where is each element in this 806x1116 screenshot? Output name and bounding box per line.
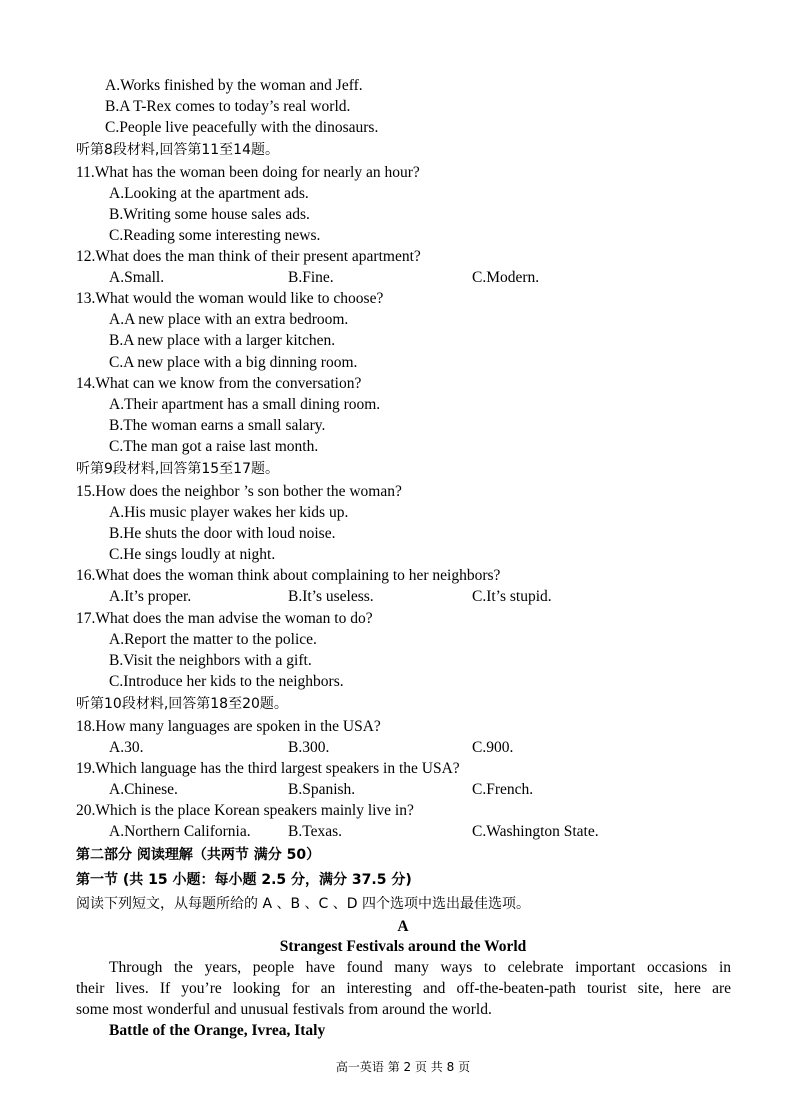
- question-19: 19.Which language has the third largest speakers in the USA?: [76, 760, 460, 777]
- options-row: [0, 780, 806, 800]
- option-c-text: C.It’s stupid.: [472, 588, 552, 605]
- option-c-text: C.The man got a raise last month.: [109, 438, 319, 455]
- question-20: 20.Which is the place Korean speakers mainly live in?: [76, 802, 414, 819]
- passage-text: Through the years, people have found many ways to celebrate important occasions in: [109, 959, 731, 976]
- question-12: 12.What does the man think of their present apartment?: [76, 248, 421, 265]
- option-c-text: C.Reading some interesting news.: [109, 227, 321, 244]
- option-a-text: A.30.: [109, 739, 144, 756]
- section-instruction: 听第9段材料,回答第15至17题。: [76, 461, 279, 477]
- option-a-text: A.Small.: [109, 269, 165, 286]
- option-c-text: C.900.: [472, 739, 514, 756]
- section-heading: 第一节 (共 15 小题：每小题 2.5 分，满分 37.5 分): [76, 872, 412, 888]
- option-a-text: A.It’s proper.: [109, 588, 192, 605]
- options-row: [0, 822, 806, 842]
- option-a-text: A.His music player wakes her kids up.: [109, 504, 349, 521]
- passage-label: A: [397, 918, 409, 935]
- option-c-text: C.Washington State.: [472, 823, 599, 840]
- question-18: 18.How many languages are spoken in the USA?: [76, 718, 381, 735]
- section-instruction: 听第8段材料,回答第11至14题。: [76, 142, 279, 158]
- option-a-text: A.Looking at the apartment ads.: [109, 185, 309, 202]
- option-a-text: A.Northern California.: [109, 823, 251, 840]
- option-c-text: C.French.: [472, 781, 534, 798]
- option-a-text: A.Report the matter to the police.: [109, 631, 317, 648]
- question-17: 17.What does the man advise the woman to do?: [76, 610, 373, 627]
- option-b-text: B.A new place with a larger kitchen.: [109, 332, 336, 349]
- option-b-text: B.A T-Rex comes to today’s real world.: [105, 98, 351, 115]
- option-b-text: B.It’s useless.: [288, 588, 374, 605]
- option-b-text: B.Spanish.: [288, 781, 356, 798]
- section-instruction: 听第10段材料,回答第18至20题。: [76, 696, 288, 712]
- option-a-text: A.A new place with an extra bedroom.: [109, 311, 349, 328]
- page-footer: 高一英语 第 2 页 共 8 页: [335, 1060, 471, 1074]
- option-a-text: A.Works finished by the woman and Jeff.: [105, 77, 363, 94]
- question-16: 16.What does the woman think about complaining to her neighbors?: [76, 567, 501, 584]
- option-b-text: B.Fine.: [288, 269, 334, 286]
- option-c-text: C.Modern.: [472, 269, 540, 286]
- option-c-text: C.People live peacefully with the dinosaurs.: [105, 119, 379, 136]
- option-b-text: B.300.: [288, 739, 330, 756]
- part-heading: 第二部分 阅读理解（共两节 满分 50）: [76, 847, 321, 863]
- options-row: [0, 738, 806, 758]
- option-b-text: B.Texas.: [288, 823, 343, 840]
- option-b-text: B.Writing some house sales ads.: [109, 206, 310, 223]
- option-c-text: C.Introduce her kids to the neighbors.: [109, 673, 344, 690]
- option-b-text: B.He shuts the door with loud noise.: [109, 525, 336, 542]
- passage-title: Strangest Festivals around the World: [279, 938, 527, 955]
- passage-text: their lives. If you’re looking for an interesting and off-the-beaten-path tourist site, here are: [76, 980, 731, 997]
- reading-instruction: 阅读下列短文，从每题所给的 A 、B 、C 、D 四个选项中选出最佳选项。: [76, 896, 530, 912]
- option-a-text: A.Chinese.: [109, 781, 178, 798]
- option-c-text: C.A new place with a big dinning room.: [109, 354, 358, 371]
- option-b-text: B.Visit the neighbors with a gift.: [109, 652, 312, 669]
- option-b-text: B.The woman earns a small salary.: [109, 417, 326, 434]
- options-row: [0, 587, 806, 607]
- question-15: 15.How does the neighbor ’s son bother the woman?: [76, 483, 402, 500]
- festival-heading: Battle of the Orange, Ivrea, Italy: [109, 1022, 326, 1039]
- passage-text: some most wonderful and unusual festivals from around the world.: [76, 1001, 492, 1018]
- option-a-text: A.Their apartment has a small dining room.: [109, 396, 381, 413]
- options-row: [0, 268, 806, 288]
- question-14: 14.What can we know from the conversation?: [76, 375, 362, 392]
- question-11: 11.What has the woman been doing for nearly an hour?: [76, 164, 420, 181]
- option-c-text: C.He sings loudly at night.: [109, 546, 276, 563]
- question-13: 13.What would the woman would like to choose?: [76, 290, 384, 307]
